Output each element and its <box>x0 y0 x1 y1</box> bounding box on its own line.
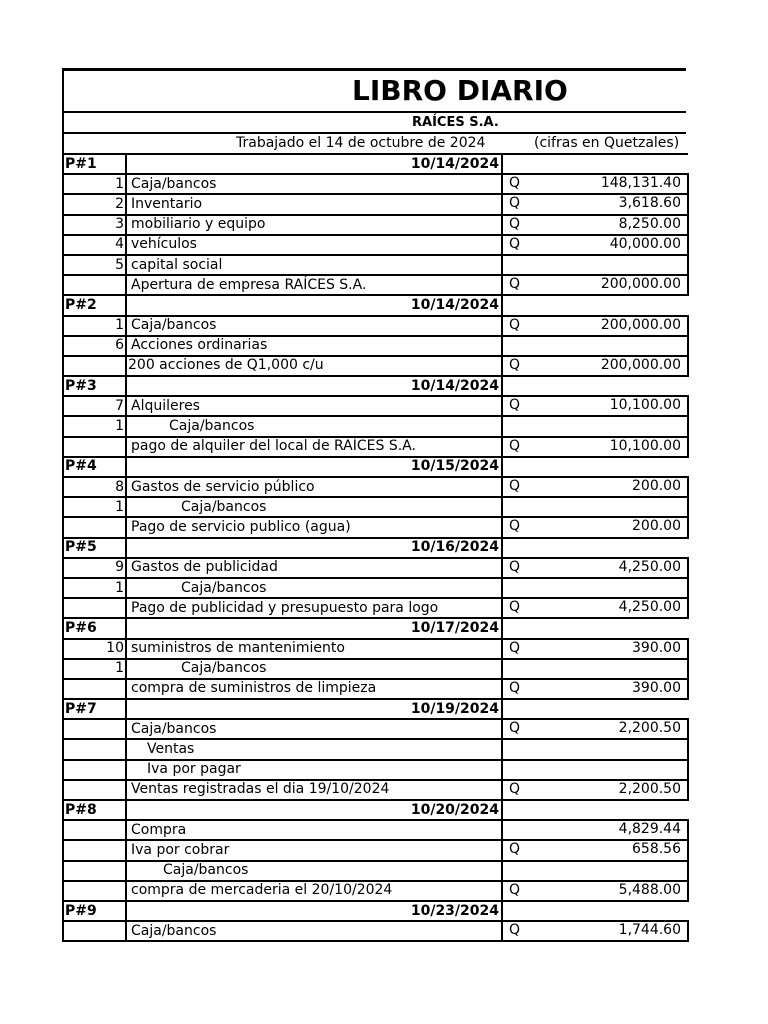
entry-header-row <box>63 699 688 719</box>
currency-symbol: Q <box>509 599 521 616</box>
entry-date: 10/14/2024 <box>126 154 502 174</box>
journal-line-row <box>63 275 688 295</box>
journal-line-row <box>63 840 688 860</box>
amount-cell <box>502 820 688 840</box>
amount-value: 658.56 <box>632 841 681 858</box>
company-name: RAÍCES S.A. <box>64 113 686 134</box>
entry-id: P#7 <box>63 699 126 719</box>
journal-line-row <box>63 578 688 598</box>
amount-value: 3,618.60 <box>618 195 681 212</box>
line-description: pago de alquiler del local de RAÍCES S.A. <box>126 437 502 457</box>
account-number: 10 <box>63 639 126 659</box>
line-description: mobiliario y equipo <box>126 215 502 235</box>
currency-symbol: Q <box>509 518 521 535</box>
journal-line-row <box>63 336 688 356</box>
line-description: Caja/bancos <box>126 861 502 881</box>
journal-line-row <box>63 639 688 659</box>
amount-value: 200,000.00 <box>600 316 681 333</box>
line-description: Gastos de publicidad <box>126 558 502 578</box>
line-description: Gastos de servicio público <box>126 477 502 497</box>
journal-line-row <box>63 861 688 881</box>
amount-cell <box>502 760 688 780</box>
amount-value: 10,100.00 <box>609 437 681 454</box>
journal-line-row <box>63 194 688 214</box>
amount-cell <box>502 598 688 618</box>
line-description: suministros de mantenimiento <box>126 639 502 659</box>
currency-symbol: Q <box>509 276 521 293</box>
line-description: Pago de publicidad y presupuesto para logo <box>126 598 502 618</box>
currency-symbol: Q <box>509 397 521 414</box>
entry-header-row <box>63 457 688 477</box>
line-description: capital social <box>126 255 502 275</box>
amount-value: 8,250.00 <box>618 215 681 232</box>
journal-line-row <box>63 437 688 457</box>
currency-symbol: Q <box>509 215 521 232</box>
entry-date: 10/15/2024 <box>126 457 502 477</box>
entry-header-blank <box>502 376 688 396</box>
entry-header-row <box>63 800 688 820</box>
amount-value: 148,131.40 <box>600 175 681 192</box>
journal-line-row <box>63 316 688 336</box>
account-number: 4 <box>63 235 126 255</box>
currency-symbol: Q <box>509 881 521 898</box>
journal-line-row <box>63 396 688 416</box>
account-number <box>63 760 126 780</box>
entry-date: 10/23/2024 <box>126 901 502 921</box>
entry-header-blank <box>502 154 688 174</box>
entry-id: P#6 <box>63 618 126 638</box>
journal-line-row <box>63 517 688 537</box>
account-number: 6 <box>63 336 126 356</box>
amount-value: 2,200.50 <box>618 720 681 737</box>
line-description: Caja/bancos <box>126 719 502 739</box>
journal-line-row <box>63 780 688 800</box>
amount-cell <box>502 235 688 255</box>
line-description: Caja/bancos <box>126 174 502 194</box>
entry-date: 10/16/2024 <box>126 538 502 558</box>
amount-cell <box>502 477 688 497</box>
amount-value: 10,100.00 <box>609 397 681 414</box>
entry-header-row <box>63 901 688 921</box>
amount-cell <box>502 316 688 336</box>
currency-note: (cifras en Quetzales) <box>534 135 680 151</box>
amount-value: 40,000.00 <box>609 235 681 252</box>
journal-line-row <box>63 235 688 255</box>
entry-id: P#9 <box>63 901 126 921</box>
line-description: compra de suministros de limpieza <box>126 679 502 699</box>
line-description: Alquileres <box>126 396 502 416</box>
currency-symbol: Q <box>509 316 521 333</box>
currency-symbol: Q <box>509 780 521 797</box>
entry-id: P#8 <box>63 800 126 820</box>
account-number <box>63 921 126 941</box>
entry-header-blank <box>502 457 688 477</box>
account-number: 5 <box>63 255 126 275</box>
line-description: Caja/bancos <box>126 921 502 941</box>
entry-header-row <box>63 154 688 174</box>
currency-symbol: Q <box>509 558 521 575</box>
currency-symbol: Q <box>509 639 521 656</box>
amount-cell <box>502 921 688 941</box>
subtitle-row <box>64 134 686 153</box>
amount-cell <box>502 659 688 679</box>
line-description: Pago de servicio publico (agua) <box>126 517 502 537</box>
line-description: Iva por cobrar <box>126 840 502 860</box>
account-number <box>63 679 126 699</box>
journal-line-row <box>63 719 688 739</box>
account-number: 8 <box>63 477 126 497</box>
amount-value: 4,250.00 <box>618 599 681 616</box>
journal-title: LIBRO DIARIO <box>64 71 686 113</box>
journal-line-row <box>63 255 688 275</box>
currency-symbol: Q <box>509 437 521 454</box>
account-number: 1 <box>63 659 126 679</box>
account-number <box>63 739 126 759</box>
account-number: 2 <box>63 194 126 214</box>
amount-cell <box>502 679 688 699</box>
currency-symbol: Q <box>509 356 521 373</box>
entry-header-blank <box>502 901 688 921</box>
line-description: Apertura de empresa RAÍCES S.A. <box>126 275 502 295</box>
line-description: Compra <box>126 820 502 840</box>
journal-line-row <box>63 679 688 699</box>
title-block <box>62 68 686 153</box>
amount-cell <box>502 396 688 416</box>
line-description: Caja/bancos <box>126 497 502 517</box>
journal-line-row <box>63 760 688 780</box>
entry-header-row <box>63 295 688 315</box>
amount-cell <box>502 215 688 235</box>
journal-line-row <box>63 497 688 517</box>
journal-sheet <box>62 68 686 942</box>
account-number: 1 <box>63 578 126 598</box>
amount-cell <box>502 275 688 295</box>
journal-line-row <box>63 416 688 436</box>
account-number <box>63 719 126 739</box>
journal-line-row <box>63 820 688 840</box>
account-number <box>63 780 126 800</box>
line-description: Iva por pagar <box>126 760 502 780</box>
amount-cell <box>502 194 688 214</box>
account-number <box>63 275 126 295</box>
line-description: Ventas registradas el dia 19/10/2024 <box>126 780 502 800</box>
account-number: 7 <box>63 396 126 416</box>
prepared-date: Trabajado el 14 de octubre de 2024 <box>236 135 486 151</box>
amount-cell <box>502 840 688 860</box>
entry-header-blank <box>502 295 688 315</box>
entry-id: P#4 <box>63 457 126 477</box>
line-description: Acciones ordinarias <box>126 336 502 356</box>
journal-line-row <box>63 174 688 194</box>
line-description: Ventas <box>126 739 502 759</box>
account-number: 9 <box>63 558 126 578</box>
currency-symbol: Q <box>509 478 521 494</box>
amount-cell <box>502 356 688 376</box>
entry-date: 10/19/2024 <box>126 699 502 719</box>
amount-value: 2,200.50 <box>618 780 681 797</box>
entry-date: 10/14/2024 <box>126 376 502 396</box>
currency-symbol: Q <box>509 922 521 939</box>
account-number <box>63 598 126 618</box>
line-description: Caja/bancos <box>126 316 502 336</box>
account-number <box>63 861 126 881</box>
currency-symbol: Q <box>509 235 521 252</box>
amount-cell <box>502 517 688 537</box>
line-description: 200 acciones de Q1,000 c/u <box>126 356 502 376</box>
amount-value: 200.00 <box>632 518 681 535</box>
journal-line-row <box>63 921 688 941</box>
amount-cell <box>502 578 688 598</box>
amount-value: 390.00 <box>632 639 681 656</box>
amount-cell <box>502 719 688 739</box>
account-number <box>63 820 126 840</box>
journal-line-row <box>63 598 688 618</box>
line-description: Caja/bancos <box>126 659 502 679</box>
account-number: 3 <box>63 215 126 235</box>
amount-value: 200,000.00 <box>600 276 681 293</box>
line-description: Caja/bancos <box>126 416 502 436</box>
journal-line-row <box>63 881 688 901</box>
entry-date: 10/17/2024 <box>126 618 502 638</box>
currency-symbol: Q <box>509 175 521 192</box>
amount-value: 200.00 <box>632 478 681 494</box>
account-number <box>63 517 126 537</box>
account-number: 1 <box>63 316 126 336</box>
currency-symbol: Q <box>509 720 521 737</box>
amount-value: 1,744.60 <box>618 922 681 939</box>
currency-symbol: Q <box>509 679 521 696</box>
entry-id: P#3 <box>63 376 126 396</box>
line-description: Inventario <box>126 194 502 214</box>
journal-line-row <box>63 558 688 578</box>
entry-header-row <box>63 618 688 638</box>
amount-cell <box>502 861 688 881</box>
amount-cell <box>502 558 688 578</box>
amount-cell <box>502 336 688 356</box>
amount-value: 200,000.00 <box>600 356 681 373</box>
line-description: Caja/bancos <box>126 578 502 598</box>
journal-line-row <box>63 739 688 759</box>
account-number <box>63 881 126 901</box>
amount-cell <box>502 497 688 517</box>
journal-table <box>62 153 689 942</box>
amount-cell <box>502 255 688 275</box>
amount-value: 4,250.00 <box>618 558 681 575</box>
entry-id: P#1 <box>63 154 126 174</box>
amount-cell <box>502 437 688 457</box>
amount-value: 5,488.00 <box>618 881 681 898</box>
amount-value: 4,829.44 <box>618 821 681 838</box>
account-number: 1 <box>63 497 126 517</box>
account-number: 1 <box>63 174 126 194</box>
journal-line-row <box>63 356 688 376</box>
amount-value: 390.00 <box>632 679 681 696</box>
amount-cell <box>502 174 688 194</box>
currency-symbol: Q <box>509 195 521 212</box>
journal-line-row <box>63 477 688 497</box>
account-number <box>63 437 126 457</box>
amount-cell <box>502 639 688 659</box>
account-number <box>63 356 126 376</box>
amount-cell <box>502 881 688 901</box>
entry-date: 10/20/2024 <box>126 800 502 820</box>
account-number <box>63 840 126 860</box>
amount-cell <box>502 416 688 436</box>
journal-line-row <box>63 659 688 679</box>
line-description: vehículos <box>126 235 502 255</box>
entry-id: P#5 <box>63 538 126 558</box>
entry-header-blank <box>502 538 688 558</box>
journal-line-row <box>63 215 688 235</box>
entry-header-blank <box>502 618 688 638</box>
entry-id: P#2 <box>63 295 126 315</box>
amount-cell <box>502 780 688 800</box>
entry-header-blank <box>502 699 688 719</box>
entry-date: 10/14/2024 <box>126 295 502 315</box>
amount-cell <box>502 739 688 759</box>
entry-header-row <box>63 376 688 396</box>
entry-header-blank <box>502 800 688 820</box>
account-number: 1 <box>63 416 126 436</box>
currency-symbol: Q <box>509 841 521 858</box>
entry-header-row <box>63 538 688 558</box>
line-description: compra de mercaderia el 20/10/2024 <box>126 881 502 901</box>
